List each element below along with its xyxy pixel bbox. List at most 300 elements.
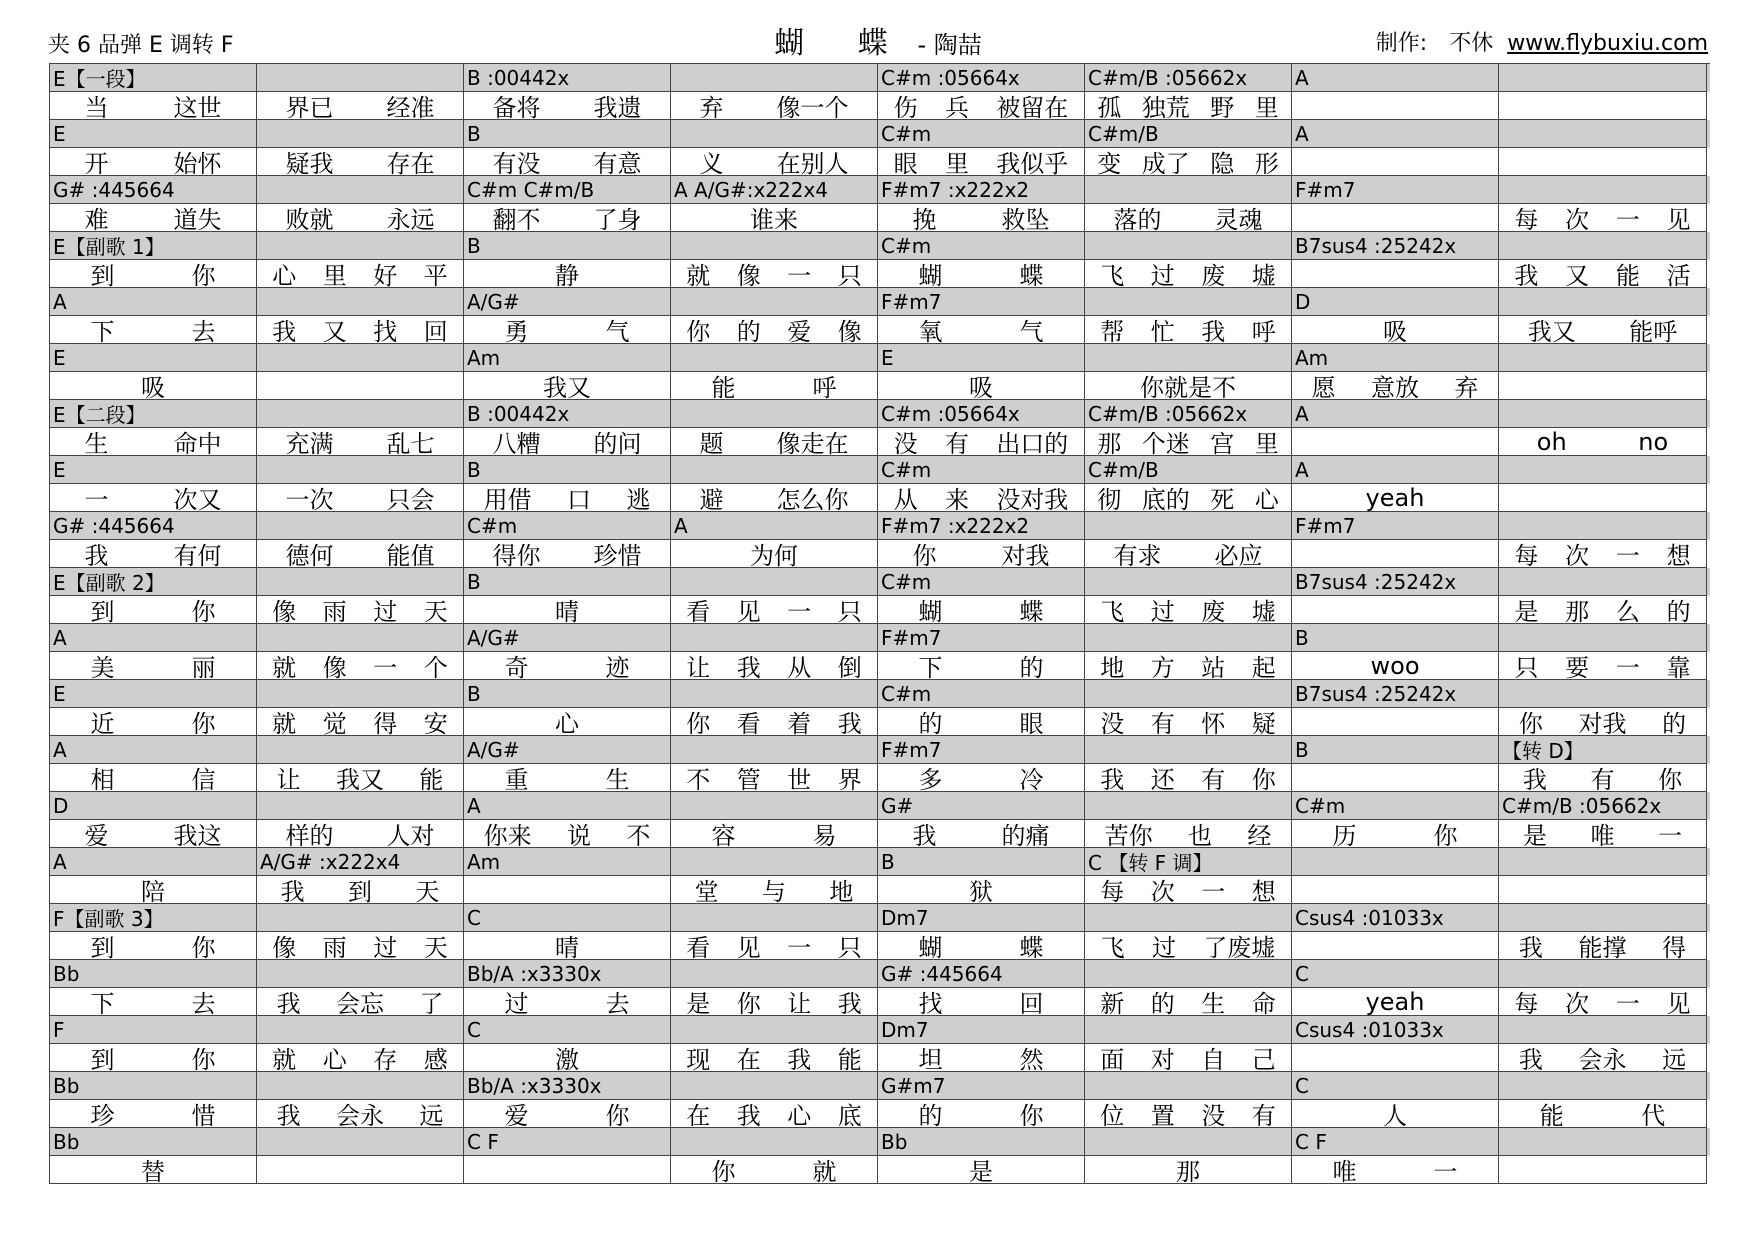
- lyric-syllable: 我: [787, 1046, 812, 1072]
- chord-cell: [1499, 904, 1707, 932]
- lyric-syllable: 你: [1019, 1102, 1044, 1128]
- lyric-cell: [878, 652, 1085, 680]
- lyric-cell: [1085, 372, 1292, 400]
- chord-cell: E: [50, 456, 257, 484]
- lyric-cell: [1085, 540, 1292, 568]
- lyric-cell: [464, 540, 671, 568]
- sheet-header: [48, 18, 1708, 61]
- lyric-syllable: 你: [191, 710, 216, 736]
- lyric-row: [50, 876, 1710, 904]
- lyric-syllable: 德何: [285, 542, 334, 568]
- lyric-syllable: 怎么你: [776, 486, 849, 512]
- lyric-cell: [464, 484, 671, 512]
- lyric-cell: [464, 988, 671, 1016]
- lyric-cell: [1292, 764, 1499, 792]
- chord-cell: E【副歌 2】: [50, 568, 257, 596]
- lyric-cell: [1499, 1156, 1707, 1184]
- lyric-syllable: 下: [90, 990, 115, 1016]
- lyric-syllable: 气: [1019, 318, 1044, 344]
- lyric-syllable: yeah: [1365, 484, 1425, 512]
- chord-cell: [671, 1072, 878, 1100]
- chord-cell: Csus4 :01033x: [1292, 904, 1499, 932]
- lyric-syllable: 有: [1590, 766, 1615, 792]
- lyric-syllable: 安: [423, 710, 448, 736]
- lyric-syllable: 一: [787, 598, 812, 624]
- chord-cell: [671, 400, 878, 428]
- lyric-cell: [50, 820, 257, 848]
- lyric-syllable: 每: [1514, 542, 1539, 568]
- lyric-cell: [1499, 204, 1707, 232]
- lyric-syllable: 信: [191, 766, 216, 792]
- lyric-cell: [1499, 540, 1707, 568]
- lyric-cell: [878, 260, 1085, 288]
- chord-cell: [671, 960, 878, 988]
- lyric-syllable: 这世: [173, 94, 222, 120]
- lyric-cell: [50, 1100, 257, 1128]
- lyric-syllable: 蝴: [918, 934, 943, 960]
- lyric-syllable: 又: [1565, 262, 1590, 288]
- chord-cell: E: [50, 344, 257, 372]
- chord-cell: F#m7: [878, 736, 1085, 764]
- lyric-syllable: 只: [837, 262, 862, 288]
- chord-cell: [257, 960, 464, 988]
- lyric-syllable: 存在: [386, 150, 435, 176]
- lyric-syllable: 只: [837, 598, 862, 624]
- chord-cell: [257, 176, 464, 204]
- lyric-row: [50, 428, 1710, 456]
- lyric-row: [50, 1044, 1710, 1072]
- lyric-row: [50, 92, 1710, 120]
- lyric-syllable: 的: [1666, 598, 1691, 624]
- lyric-cell: [257, 988, 464, 1016]
- chord-cell: A: [50, 288, 257, 316]
- chord-cell: B7sus4 :25242x: [1292, 232, 1499, 260]
- lyric-syllable: 备将: [492, 94, 541, 120]
- chord-cell: [1292, 848, 1499, 876]
- lyric-cell: [671, 260, 878, 288]
- chord-cell: A/G# :x222x4: [257, 848, 464, 876]
- lyric-syllable: 是: [969, 1158, 993, 1184]
- lyric-syllable: 下: [918, 654, 943, 680]
- chord-cell: D: [1292, 288, 1499, 316]
- lyric-cell: [671, 1156, 878, 1184]
- chord-cell: [1085, 792, 1292, 820]
- chord-cell: B: [464, 568, 671, 596]
- lyric-syllable: 墟: [1251, 262, 1276, 288]
- lyric-syllable: 那: [1097, 430, 1122, 456]
- lyric-cell: [1499, 148, 1707, 176]
- lyric-cell: [257, 932, 464, 960]
- chord-cell: [257, 624, 464, 652]
- lyric-syllable: 我: [736, 654, 761, 680]
- lyric-cell: [878, 540, 1085, 568]
- lyric-syllable: 逃: [626, 486, 651, 512]
- chord-cell: Dm7: [878, 904, 1085, 932]
- lyric-syllable: 里: [1254, 430, 1279, 456]
- chord-row: [50, 400, 1710, 428]
- lyric-cell: [1292, 708, 1499, 736]
- lyric-cell: [257, 92, 464, 120]
- lyric-syllable: 见: [736, 598, 761, 624]
- lyric-syllable: 我: [1201, 318, 1226, 344]
- lyric-syllable: 你就是不: [1140, 374, 1236, 400]
- lyric-syllable: 天: [423, 598, 448, 624]
- lyric-syllable: 的: [1150, 990, 1175, 1016]
- chord-cell: E【一段】: [50, 64, 257, 92]
- chord-cell: [1499, 1128, 1707, 1156]
- lyric-syllable: 人对: [386, 822, 435, 848]
- chord-cell: F【副歌 3】: [50, 904, 257, 932]
- lyric-syllable: 我: [1522, 766, 1547, 792]
- lyric-syllable: 被留在: [996, 94, 1069, 120]
- lyric-cell: [50, 540, 257, 568]
- lyric-syllable: 得: [1662, 934, 1687, 960]
- lyric-syllable: 么: [1615, 598, 1640, 624]
- chord-cell: [1499, 960, 1707, 988]
- lyric-syllable: 了身: [593, 206, 642, 232]
- lyric-cell: [1085, 708, 1292, 736]
- chord-cell: [671, 232, 878, 260]
- lyric-syllable: 你: [191, 934, 216, 960]
- chord-cell: F#m7: [1292, 512, 1499, 540]
- lyric-syllable: 题: [699, 430, 724, 456]
- lyric-syllable: 好: [373, 262, 398, 288]
- lyric-cell: [1499, 708, 1707, 736]
- lyric-cell: [671, 1044, 878, 1072]
- lyric-syllable: 蝶: [1019, 598, 1044, 624]
- chord-cell: F#m7: [878, 624, 1085, 652]
- lyric-cell: [671, 708, 878, 736]
- lyric-row: [50, 260, 1710, 288]
- chord-cell: [671, 288, 878, 316]
- lyric-cell: [50, 652, 257, 680]
- lyric-cell: [671, 316, 878, 344]
- lyric-syllable: 救坠: [1001, 206, 1050, 232]
- chord-cell: [257, 680, 464, 708]
- lyric-syllable: 形: [1254, 150, 1279, 176]
- lyric-syllable: 在: [736, 1046, 761, 1072]
- chord-row: [50, 64, 1710, 92]
- lyric-syllable: 那: [1176, 1158, 1200, 1184]
- lyric-syllable: 会永: [335, 1102, 384, 1128]
- chord-cell: B: [1292, 736, 1499, 764]
- lyric-syllable: 美: [90, 654, 115, 680]
- lyric-syllable: 次又: [173, 486, 222, 512]
- lyric-cell: [1499, 92, 1707, 120]
- lyric-syllable: 远: [1662, 1046, 1687, 1072]
- lyric-cell: [257, 148, 464, 176]
- lyric-syllable: 能: [837, 1046, 862, 1072]
- lyric-cell: [878, 820, 1085, 848]
- lyric-syllable: 一: [373, 654, 398, 680]
- lyric-syllable: 勇: [504, 318, 529, 344]
- chord-cell: Bb: [50, 1072, 257, 1100]
- lyric-syllable: 感: [423, 1046, 448, 1072]
- lyric-syllable: 落的: [1113, 206, 1162, 232]
- lyric-syllable: 唯: [1332, 1158, 1357, 1184]
- chord-cell: [671, 1128, 878, 1156]
- chord-cell: [671, 456, 878, 484]
- lyric-syllable: 灵魂: [1214, 206, 1263, 232]
- lyric-cell: [1499, 316, 1707, 344]
- lyric-syllable: 像一个: [776, 94, 849, 120]
- lyric-syllable: 次: [1565, 206, 1590, 232]
- lyric-syllable: 位: [1100, 1102, 1125, 1128]
- lyric-syllable: 自: [1201, 1046, 1226, 1072]
- lyric-syllable: 找: [918, 990, 943, 1016]
- chord-cell: A: [464, 792, 671, 820]
- chord-cell: A: [1292, 456, 1499, 484]
- chord-cell: [671, 792, 878, 820]
- lyric-syllable: 就: [272, 1046, 297, 1072]
- lyric-cell: [50, 1156, 257, 1184]
- chord-cell: [1499, 1016, 1707, 1044]
- lyric-syllable: 在: [686, 1102, 711, 1128]
- lyric-syllable: 我: [736, 1102, 761, 1128]
- lyric-cell: [1292, 316, 1499, 344]
- lyric-syllable: 不: [626, 822, 651, 848]
- lyric-cell: [464, 1044, 671, 1072]
- lyric-syllable: 有求: [1113, 542, 1162, 568]
- lyric-syllable: 始怀: [173, 150, 222, 176]
- lyric-syllable: 样的: [285, 822, 334, 848]
- lyric-cell: [1085, 92, 1292, 120]
- lyric-syllable: 伤: [893, 94, 918, 120]
- lyric-syllable: 宫: [1210, 430, 1235, 456]
- lyric-syllable: 与: [761, 878, 786, 904]
- lyric-cell: [50, 764, 257, 792]
- lyric-syllable: 心: [555, 710, 579, 736]
- lyric-syllable: 你: [191, 1046, 216, 1072]
- lyric-cell: [1499, 820, 1707, 848]
- chord-row: [50, 736, 1710, 764]
- lyric-syllable: 像走在: [776, 430, 849, 456]
- lyric-syllable: 蝴: [918, 262, 943, 288]
- lyric-syllable: 你: [711, 1158, 736, 1184]
- chord-cell: A: [1292, 64, 1499, 92]
- lyric-syllable: 疑: [1251, 710, 1276, 736]
- lyric-row: [50, 596, 1710, 624]
- chord-cell: B7sus4 :25242x: [1292, 680, 1499, 708]
- lyric-cell: [50, 1044, 257, 1072]
- lyric-syllable: 来: [944, 486, 969, 512]
- lyric-syllable: 我: [912, 822, 937, 848]
- lyric-syllable: 历: [1332, 822, 1357, 848]
- chord-cell: [1499, 232, 1707, 260]
- lyric-cell: [878, 484, 1085, 512]
- lyric-syllable: 还: [1150, 766, 1175, 792]
- chord-cell: Bb/A :x3330x: [464, 1072, 671, 1100]
- lyric-syllable: 一: [84, 486, 109, 512]
- lyric-syllable: 只: [1514, 654, 1539, 680]
- lyric-syllable: 让: [276, 766, 301, 792]
- lyric-syllable: 那: [1565, 598, 1590, 624]
- lyric-cell: [464, 764, 671, 792]
- lyric-cell: [671, 372, 878, 400]
- lyric-cell: [671, 876, 878, 904]
- lyric-syllable: 生: [605, 766, 630, 792]
- chord-cell: [671, 680, 878, 708]
- lyric-row: [50, 204, 1710, 232]
- lyric-syllable: 一: [787, 262, 812, 288]
- lyric-syllable: 能撑: [1578, 934, 1627, 960]
- lyric-cell: [464, 204, 671, 232]
- chord-cell: [671, 64, 878, 92]
- lyric-syllable: 忙: [1150, 318, 1175, 344]
- lyric-syllable: 不: [686, 766, 711, 792]
- lyric-cell: [1499, 428, 1707, 456]
- lyric-syllable: 回: [423, 318, 448, 344]
- lyric-syllable: 看: [686, 598, 711, 624]
- chord-cell: G#: [878, 792, 1085, 820]
- lyric-syllable: 到: [90, 262, 115, 288]
- lyric-syllable: 眼: [893, 150, 918, 176]
- chord-row: [50, 1128, 1710, 1156]
- lyric-syllable: 我: [276, 990, 301, 1016]
- lyric-cell: [464, 596, 671, 624]
- lyric-cell: [671, 540, 878, 568]
- lyric-cell: [1085, 484, 1292, 512]
- lyric-syllable: 面: [1100, 1046, 1125, 1072]
- lyric-cell: [50, 204, 257, 232]
- lyric-cell: [464, 652, 671, 680]
- chord-cell: [1499, 64, 1707, 92]
- lyric-syllable: 的: [918, 1102, 943, 1128]
- lyric-syllable: 只会: [386, 486, 435, 512]
- lyric-cell: [671, 764, 878, 792]
- lyric-syllable: 避: [699, 486, 724, 512]
- chord-cell: [257, 512, 464, 540]
- chord-cell: C F: [464, 1128, 671, 1156]
- lyric-cell: [1085, 764, 1292, 792]
- lyric-cell: [1292, 876, 1499, 904]
- lyric-cell: [671, 484, 878, 512]
- lyric-syllable: 己: [1251, 1046, 1276, 1072]
- lyric-cell: [257, 1044, 464, 1072]
- lyric-syllable: 心: [1254, 486, 1279, 512]
- lyric-syllable: 我又: [543, 374, 591, 400]
- lyric-syllable: 狱: [969, 878, 993, 904]
- lyric-syllable: 用借: [483, 486, 532, 512]
- lyric-syllable: 经准: [386, 94, 435, 120]
- chord-cell: B: [878, 848, 1085, 876]
- lyric-syllable: 我: [1100, 766, 1125, 792]
- chord-cell: C#m: [464, 512, 671, 540]
- chord-cell: F#m7 :x222x2: [878, 512, 1085, 540]
- lyric-syllable: 是: [686, 990, 711, 1016]
- lyric-syllable: 我: [837, 990, 862, 1016]
- lyric-syllable: 我又: [335, 766, 384, 792]
- chord-cell: [257, 344, 464, 372]
- lyric-cell: [878, 428, 1085, 456]
- lyric-syllable: 像: [837, 318, 862, 344]
- lyric-cell: [464, 316, 671, 344]
- lyric-cell: [1499, 652, 1707, 680]
- chord-cell: F#m7: [1292, 176, 1499, 204]
- chord-row: [50, 232, 1710, 260]
- lyric-syllable: 相: [90, 766, 115, 792]
- lyric-syllable: 倒: [837, 654, 862, 680]
- chord-cell: [1085, 904, 1292, 932]
- lyric-syllable: 见: [736, 934, 761, 960]
- lyric-syllable: 静: [555, 262, 579, 288]
- website-link[interactable]: www.flybuxiu.com: [1507, 31, 1708, 56]
- lyric-syllable: 觉: [322, 710, 347, 736]
- lyric-cell: [1292, 92, 1499, 120]
- lyric-syllable: 的: [918, 710, 943, 736]
- lyric-syllable: 没: [1201, 1102, 1226, 1128]
- lyric-cell: [464, 428, 671, 456]
- lyric-cell: [1292, 204, 1499, 232]
- lyric-syllable: 没对我: [996, 486, 1069, 512]
- lyric-syllable: 你: [686, 318, 711, 344]
- chord-cell: A/G#: [464, 624, 671, 652]
- chord-cell: [1499, 288, 1707, 316]
- chord-cell: [1499, 1072, 1707, 1100]
- lyric-syllable: 八糟: [492, 430, 541, 456]
- lyric-cell: [878, 204, 1085, 232]
- lyric-cell: [1499, 1044, 1707, 1072]
- lyric-syllable: 多: [918, 766, 943, 792]
- lyric-syllable: 的: [736, 318, 761, 344]
- lyric-syllable: 一: [787, 934, 812, 960]
- chord-row: [50, 120, 1710, 148]
- lyric-syllable: 我: [272, 318, 297, 344]
- lyric-syllable: 又: [322, 318, 347, 344]
- chord-cell: D: [50, 792, 257, 820]
- lyric-row: [50, 764, 1710, 792]
- chord-cell: [671, 904, 878, 932]
- lyric-syllable: 下: [90, 318, 115, 344]
- lyric-syllable: 到: [90, 1046, 115, 1072]
- lyric-syllable: 想: [1666, 542, 1691, 568]
- lyric-syllable: 弃: [699, 94, 724, 120]
- lyric-syllable: 想: [1251, 878, 1276, 904]
- lyric-syllable: 吸: [141, 374, 165, 400]
- lyric-cell: [1292, 428, 1499, 456]
- lyric-syllable: 愿: [1311, 374, 1336, 400]
- lyric-syllable: 天: [423, 934, 448, 960]
- lyric-syllable: 像: [272, 934, 297, 960]
- lyric-syllable: 从: [787, 654, 812, 680]
- chord-cell: Bb: [50, 960, 257, 988]
- lyric-cell: [878, 932, 1085, 960]
- lyric-syllable: 能: [1539, 1102, 1564, 1128]
- lyric-syllable: 有: [1150, 710, 1175, 736]
- lyric-syllable: 心: [272, 262, 297, 288]
- chord-row: [50, 792, 1710, 820]
- lyric-cell: [878, 876, 1085, 904]
- lyric-syllable: 呼: [1251, 318, 1276, 344]
- lyric-cell: [878, 372, 1085, 400]
- lyric-syllable: 我: [84, 542, 109, 568]
- lyric-syllable: 像: [736, 262, 761, 288]
- lyric-syllable: 活: [1666, 262, 1691, 288]
- chord-cell: B: [464, 680, 671, 708]
- lyric-row: [50, 652, 1710, 680]
- lyric-cell: [1085, 1044, 1292, 1072]
- lyric-syllable: 独荒: [1141, 94, 1190, 120]
- lyric-syllable: 从: [893, 486, 918, 512]
- chord-cell: [1499, 848, 1707, 876]
- lyric-cell: [671, 932, 878, 960]
- lyric-cell: [257, 204, 464, 232]
- lyric-cell: [464, 92, 671, 120]
- lyric-cell: [1499, 596, 1707, 624]
- chord-cell: [1085, 176, 1292, 204]
- lyric-cell: [50, 484, 257, 512]
- chord-row: [50, 1016, 1710, 1044]
